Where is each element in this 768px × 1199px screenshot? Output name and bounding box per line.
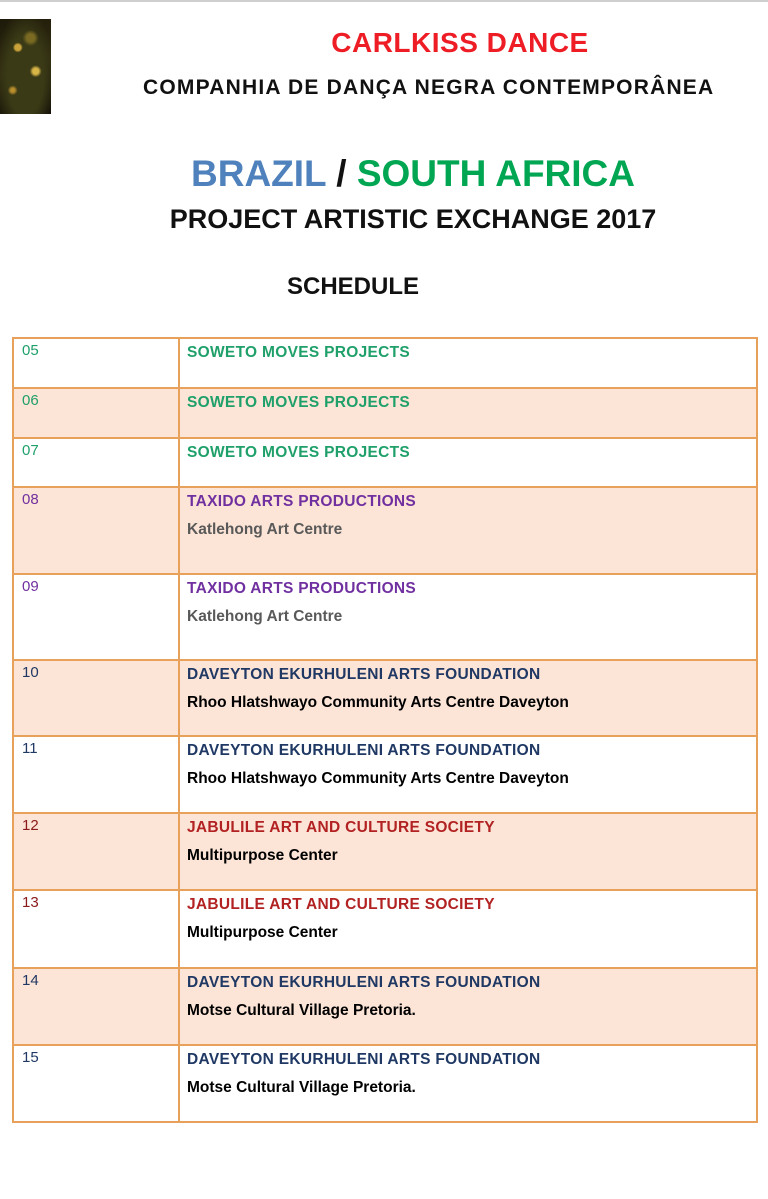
organization-name: SOWETO MOVES PROJECTS: [187, 394, 411, 411]
venue-name: Motse Cultural Village Pretoria.: [187, 1079, 416, 1096]
company-subtitle: COMPANHIA DE DANÇA NEGRA CONTEMPORÂNEA: [143, 76, 715, 99]
schedule-table: [12, 337, 758, 1123]
company-logo-photo: [0, 19, 51, 114]
schedule-row-07: [13, 438, 757, 487]
organization-name: JABULILE ART AND CULTURE SOCIETY: [187, 819, 495, 836]
day-cell: 08: [22, 491, 39, 508]
schedule-row-06: [13, 388, 757, 438]
day-cell: 05: [22, 342, 39, 359]
schedule-row-15: [13, 1045, 757, 1122]
schedule-heading: SCHEDULE: [287, 273, 420, 300]
schedule-row-08: [13, 487, 757, 574]
schedule-row-14: [13, 968, 757, 1045]
venue-name: Motse Cultural Village Pretoria.: [187, 1002, 416, 1019]
country-brazil: BRAZIL: [191, 153, 326, 194]
schedule-row-13: [13, 890, 757, 968]
organization-name: SOWETO MOVES PROJECTS: [187, 344, 411, 361]
schedule-row-11: [13, 736, 757, 813]
organization-name: DAVEYTON EKURHULENI ARTS FOUNDATION: [187, 666, 541, 683]
venue-name: Katlehong Art Centre: [187, 521, 343, 538]
venue-name: Katlehong Art Centre: [187, 608, 343, 625]
organization-name: DAVEYTON EKURHULENI ARTS FOUNDATION: [187, 974, 541, 991]
organization-name: DAVEYTON EKURHULENI ARTS FOUNDATION: [187, 742, 541, 759]
organization-name: TAXIDO ARTS PRODUCTIONS: [187, 493, 417, 510]
day-cell: 14: [22, 972, 39, 989]
day-cell: 07: [22, 442, 39, 459]
organization-name: SOWETO MOVES PROJECTS: [187, 444, 411, 461]
day-cell: 11: [22, 740, 38, 757]
organization-name: DAVEYTON EKURHULENI ARTS FOUNDATION: [187, 1051, 541, 1068]
schedule-row-12: [13, 813, 757, 890]
venue-name: Rhoo Hlatshwayo Community Arts Centre Daveyton: [187, 694, 569, 711]
organization-name: TAXIDO ARTS PRODUCTIONS: [187, 580, 417, 597]
day-cell: 15: [22, 1049, 39, 1066]
schedule-row-10: [13, 660, 757, 736]
country-separator: /: [336, 153, 347, 194]
day-cell: 06: [22, 392, 39, 409]
organization-name: JABULILE ART AND CULTURE SOCIETY: [187, 896, 495, 913]
country-south-africa: SOUTH AFRICA: [356, 153, 635, 194]
day-cell: 09: [22, 578, 39, 595]
schedule-row-05: [13, 338, 757, 388]
venue-name: Multipurpose Center: [187, 924, 338, 941]
company-name: CARLKISS DANCE: [331, 27, 589, 58]
venue-name: Rhoo Hlatshwayo Community Arts Centre Daveyton: [187, 770, 569, 787]
venue-name: Multipurpose Center: [187, 847, 338, 864]
day-cell: 12: [22, 817, 39, 834]
project-title: PROJECT ARTISTIC EXCHANGE 2017: [169, 204, 657, 234]
schedule-row-09: [13, 574, 757, 660]
top-rule: [0, 0, 768, 2]
countries-heading: [0, 153, 768, 195]
day-cell: 13: [22, 894, 39, 911]
day-cell: 10: [22, 664, 39, 681]
